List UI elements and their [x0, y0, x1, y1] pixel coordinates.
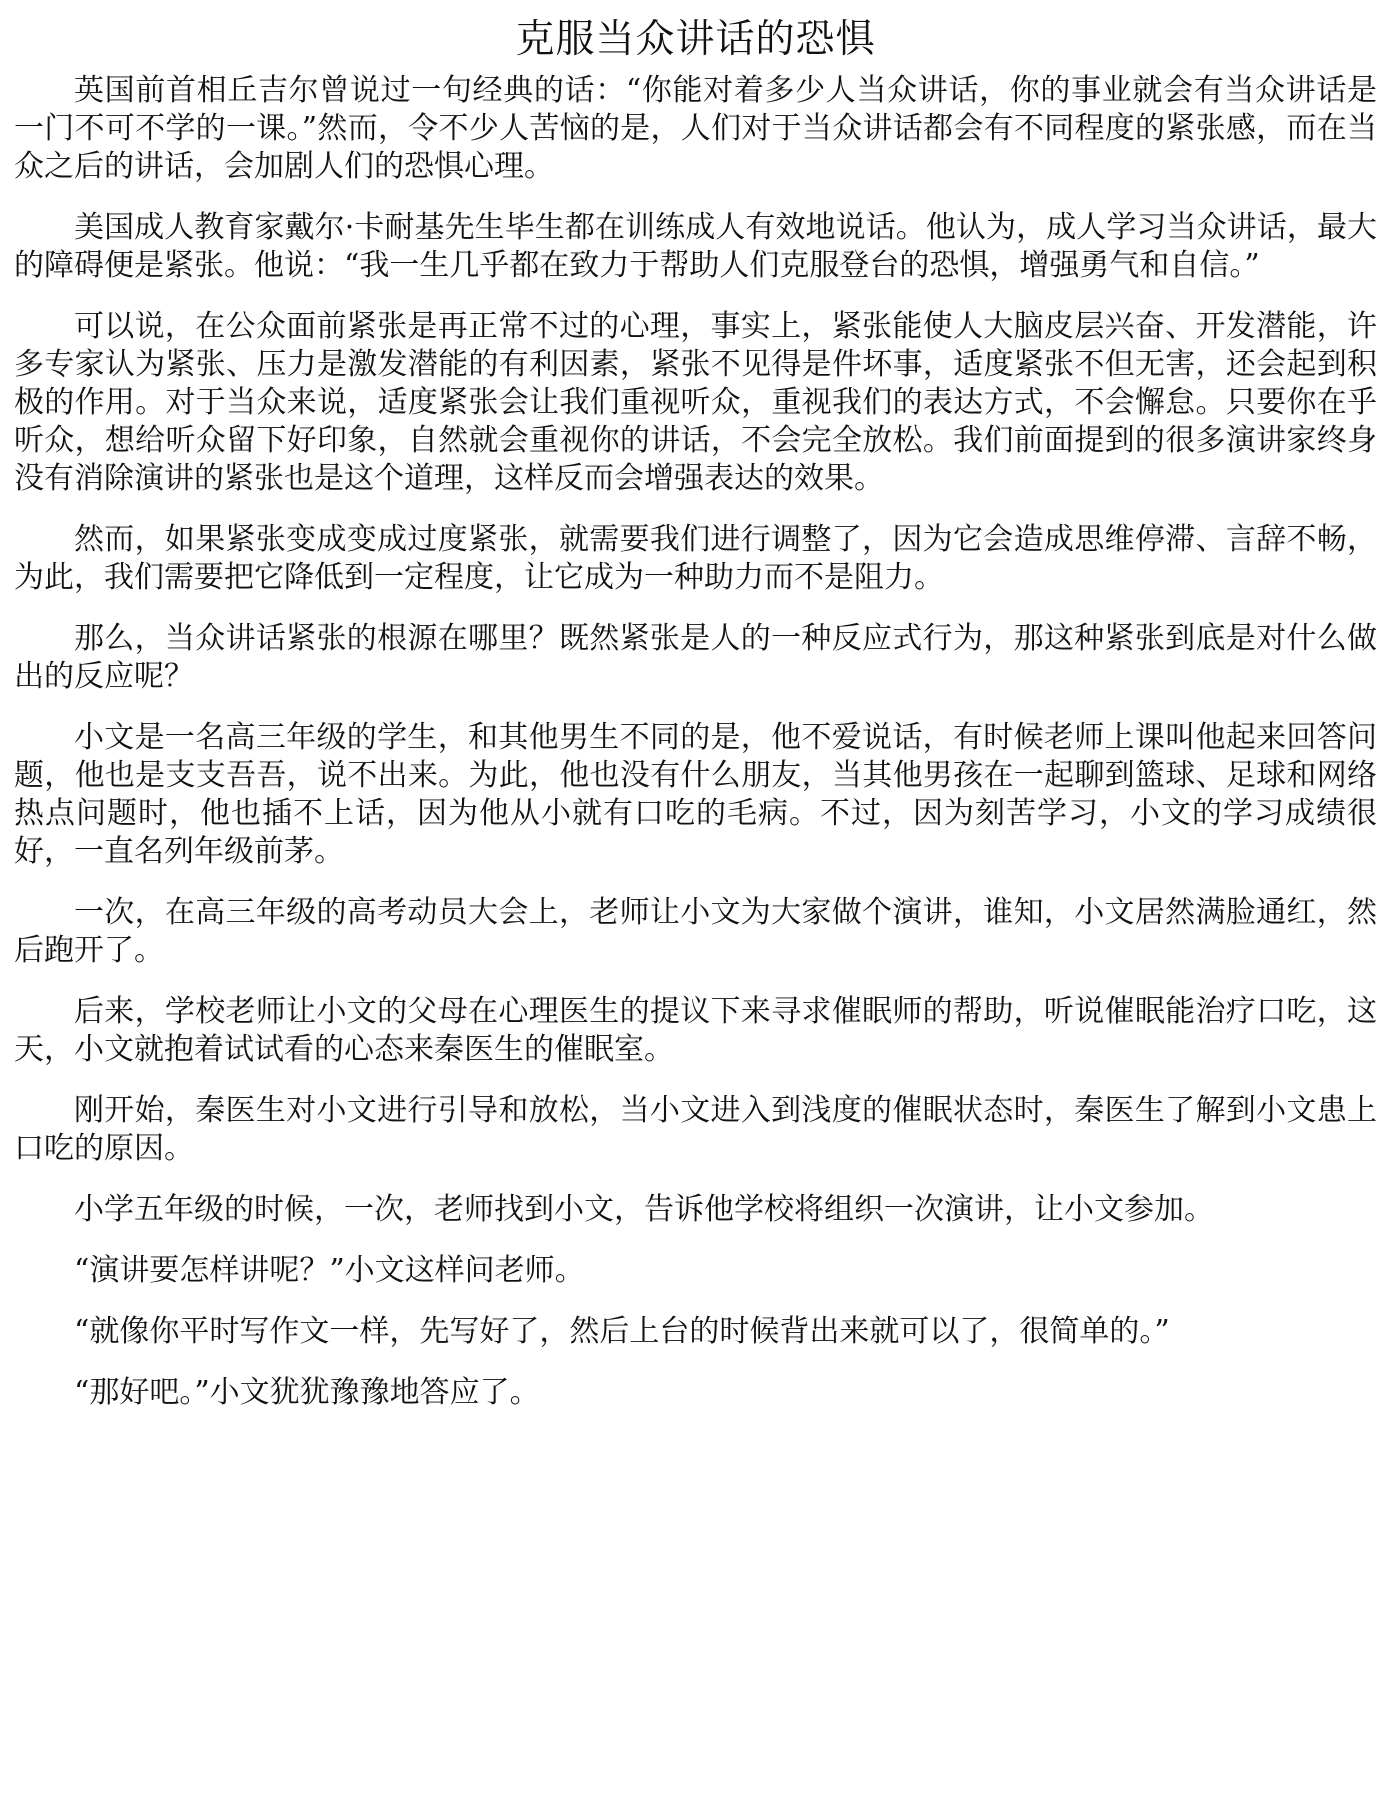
paragraph-dialogue-answer: “就像你平时写作文一样，先写好了，然后上台的时候背出来就可以了，很简单的。”	[74, 1314, 1170, 1349]
document-title: 克服当众讲话的恐惧	[515, 17, 876, 62]
paragraph-moderate-nervousness: 可以说，在公众面前紧张是再正常不过的心理，事实上，紧张能使人大脑皮层兴奋、开发潜能，许多专家认为紧张、压力是激发潜能的有利因素，紧张不见得是件坏事，适度紧张不但无害，还会起到积极的作用。对于当众来说，适度紧张会让我们重视听众，重视我们的表达方式，不会懈怠。只要你在乎听众，想给听众留下好印象，自然就会重视你的讲话，不会完全放松。我们前面提到的很多演讲家终身没有消除演讲的紧张也是这个道理，这样反而会增强表达的效果。	[14, 309, 1377, 496]
paragraph-churchill-quote: 英国前首相丘吉尔曾说过一句经典的话：“你能对着多少人当众讲话，你的事业就会有当众讲话是一门不可不学的一课。”然而，令不少人苦恼的是，人们对于当众讲话都会有不同程度的紧张感，而在当众之后的讲话，会加剧人们的恐惧心理。	[14, 73, 1377, 184]
paragraph-dialogue-agree: “那好吧。”小文犹犹豫豫地答应了。	[74, 1375, 540, 1410]
paragraph-fifth-grade: 小学五年级的时候，一次，老师找到小文，告诉他学校将组织一次演讲，让小文参加。	[74, 1192, 1214, 1227]
paragraph-xiaowen-intro: 小文是一名高三年级的学生，和其他男生不同的是，他不爱说话，有时候老师上课叫他起来回答问题，他也是支支吾吾，说不出来。为此，他也没有什么朋友，当其他男孩在一起聊到篮球、足球和网络热点问题时，他也插不上话，因为他从小就有口吃的毛病。不过，因为刻苦学习，小文的学习成绩很好，一直名列年级前茅。	[14, 720, 1377, 869]
paragraph-root-question: 那么，当众讲话紧张的根源在哪里？既然紧张是人的一种反应式行为，那这种紧张到底是对什么做出的反应呢？	[14, 621, 1377, 694]
paragraph-dialogue-question: “演讲要怎样讲呢？”小文这样问老师。	[74, 1253, 585, 1288]
paragraph-hypnotist: 后来，学校老师让小文的父母在心理医生的提议下来寻求催眠师的帮助，听说催眠能治疗口吃，这天，小文就抱着试试看的心态来秦医生的催眠室。	[14, 994, 1377, 1067]
paragraph-excessive-nervousness: 然而，如果紧张变成变成过度紧张，就需要我们进行调整了，因为它会造成思维停滞、言辞不畅，为此，我们需要把它降低到一定程度，让它成为一种助力而不是阻力。	[14, 522, 1377, 595]
paragraph-mobilization-meeting: 一次，在高三年级的高考动员大会上，老师让小文为大家做个演讲，谁知，小文居然满脸通红，然后跑开了。	[14, 895, 1377, 968]
paragraph-carnegie: 美国成人教育家戴尔·卡耐基先生毕生都在训练成人有效地说话。他认为，成人学习当众讲话，最大的障碍便是紧张。他说：“我一生几乎都在致力于帮助人们克服登台的恐惧，增强勇气和自信。”	[14, 210, 1377, 283]
paragraph-hypnosis-start: 刚开始，秦医生对小文进行引导和放松，当小文进入到浅度的催眠状态时，秦医生了解到小文患上口吃的原因。	[14, 1093, 1377, 1166]
